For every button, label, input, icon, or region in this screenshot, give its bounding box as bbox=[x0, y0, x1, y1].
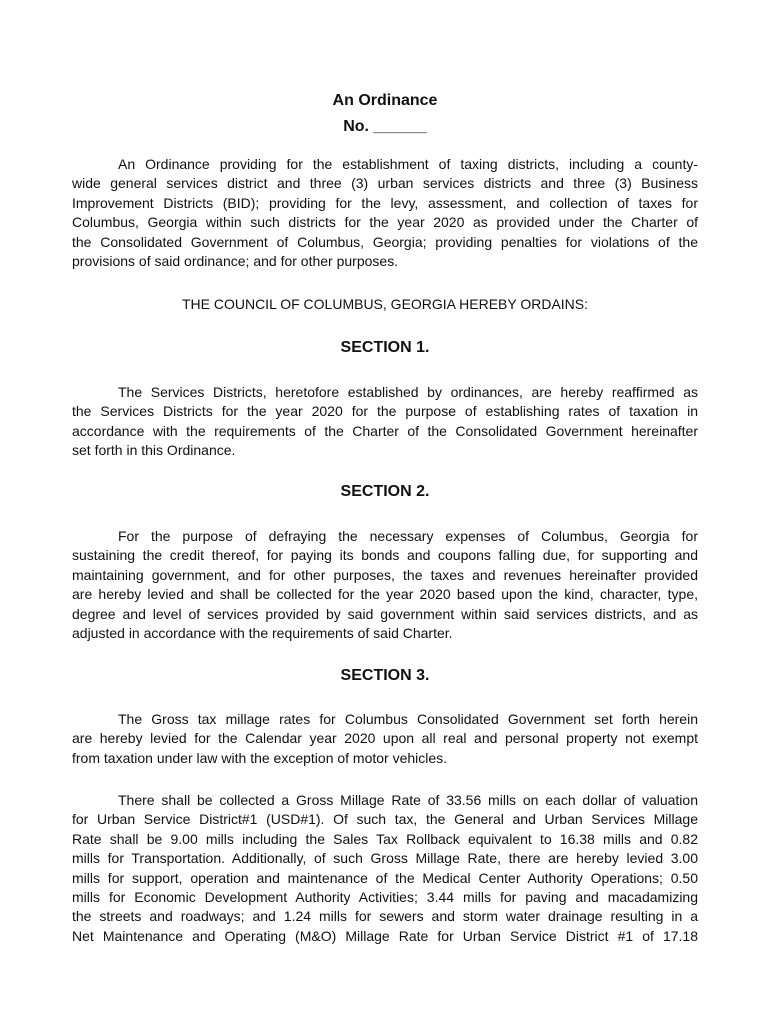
text-line: sustaining the credit thereof, for paying its bonds and coupons falling due, for supporting and bbox=[72, 547, 698, 564]
text-line: from taxation under law with the exception of motor vehicles. bbox=[72, 749, 448, 766]
text-line: wide general services district and three (3) urban services districts and three (3) Business bbox=[72, 175, 698, 192]
text-line: are hereby levied for the Calendar year 2020 upon all real and personal property not exempt bbox=[72, 730, 698, 747]
section-heading: SECTION 2. bbox=[340, 483, 430, 500]
text-line: accordance with the requirements of the Charter of the Consolidated Government hereinafter bbox=[72, 422, 698, 439]
section-1-paragraph bbox=[72, 383, 698, 461]
text-line: An Ordinance providing for the establishment of taxing districts, including a county- bbox=[118, 156, 698, 172]
text-line: There shall be collected a Gross Millage Rate of 33.56 mills on each dollar of valuation bbox=[118, 792, 698, 808]
text-line: the streets and roadways; and 1.24 mills for sewers and storm water drainage resulting in a bbox=[72, 908, 698, 925]
section-3-paragraph-2 bbox=[72, 791, 698, 946]
text-line: For the purpose of defraying the necessary expenses of Columbus, Georgia for bbox=[118, 528, 698, 544]
text-line: maintaining government, and for other purposes, the taxes and revenues hereinafter provided bbox=[72, 566, 698, 583]
preamble-paragraph bbox=[72, 155, 698, 271]
text-line: the Services Districts for the year 2020 for the purpose of establishing rates of taxation in bbox=[72, 403, 698, 420]
text-line: mills for support, operation and maintenance of the Medical Center Authority Operations; 0.50 bbox=[72, 869, 698, 886]
ordains-statement: THE COUNCIL OF COLUMBUS, GEORGIA HEREBY ORDAINS: bbox=[181, 296, 589, 312]
text-line: Columbus, Georgia within such districts for the year 2020 as provided under the Charter of bbox=[72, 214, 698, 231]
text-line: set forth in this Ordinance. bbox=[72, 442, 236, 459]
section-3-paragraph-1 bbox=[72, 710, 698, 768]
text-line: The Gross tax millage rates for Columbus Consolidated Government set forth herein bbox=[118, 711, 698, 727]
section-heading: SECTION 1. bbox=[340, 339, 430, 356]
text-line: degree and level of services provided by said government within said services districts, and as bbox=[72, 605, 698, 622]
text-line: The Services Districts, heretofore established by ordinances, are hereby reaffirmed as bbox=[118, 384, 698, 400]
text-line: mills for Transportation. Additionally, of such Gross Millage Rate, there are hereby levied 3.00 bbox=[72, 850, 698, 867]
text-line: for Urban Service District#1 (USD#1). Of such tax, the General and Urban Services Millage bbox=[72, 811, 698, 828]
section-2-paragraph bbox=[72, 527, 698, 643]
document-title: An Ordinance bbox=[332, 92, 438, 109]
section-heading: SECTION 3. bbox=[340, 667, 430, 684]
text-line: are hereby levied and shall be collected for the year 2020 based upon the kind, character, type, bbox=[72, 586, 698, 603]
text-line: the Consolidated Government of Columbus, Georgia; providing penalties for violations of the bbox=[72, 233, 698, 250]
ordinance-number: No. ______ bbox=[343, 118, 427, 135]
text-line: adjusted in accordance with the requirements of said Charter. bbox=[72, 625, 453, 642]
text-line: Rate shall be 9.00 mills including the Sales Tax Rollback equivalent to 16.38 mills and 0.82 bbox=[72, 830, 698, 847]
text-line: Net Maintenance and Operating (M&O) Millage Rate for Urban Service District #1 of 17.18 bbox=[72, 927, 698, 944]
text-line: mills for Economic Development Authority Activities; 3.44 mills for paving and macadamizing bbox=[72, 889, 698, 906]
text-line: Improvement Districts (BID); providing for the levy, assessment, and collection of taxes for bbox=[72, 194, 698, 211]
text-line: provisions of said ordinance; and for other purposes. bbox=[72, 253, 399, 270]
